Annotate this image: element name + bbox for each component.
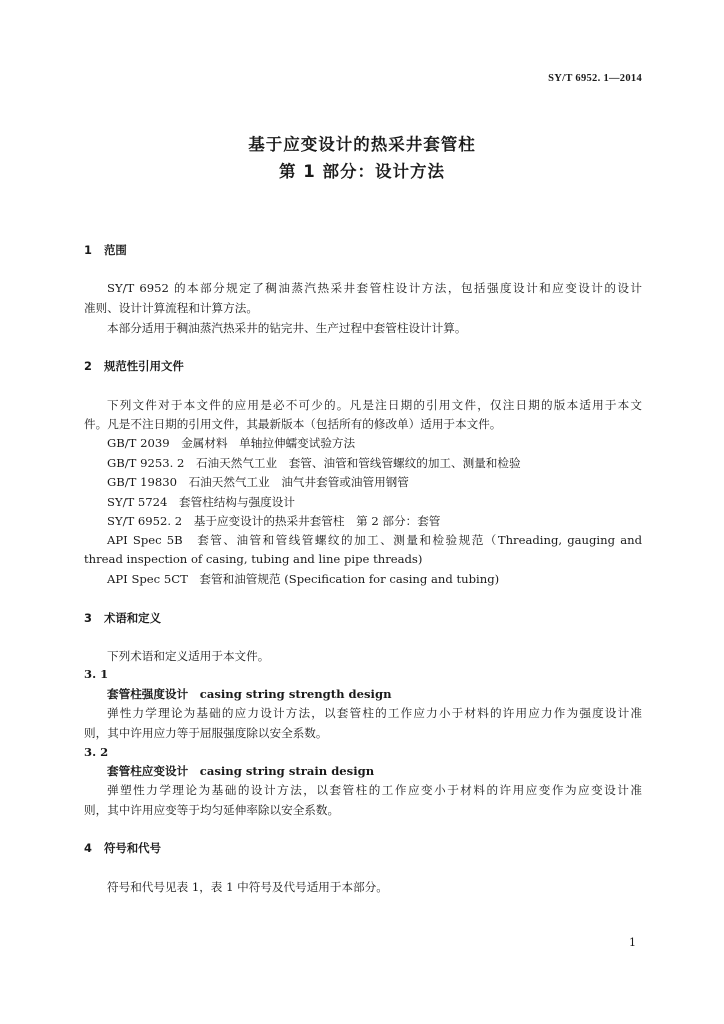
section-heading-text: 范围	[104, 243, 127, 257]
section-number: 1	[84, 243, 92, 257]
term-3-2-definition-line-1: 弹塑性力学理论为基础的设计方法，以套管柱的工作应变小于材料的许用应变作为应变设计准	[107, 783, 642, 797]
section-1-heading	[84, 242, 642, 258]
section-number: 4	[84, 841, 92, 855]
reference-syt-5724: SY/T 5724 套管柱结构与强度设计	[107, 495, 295, 509]
section-number: 3	[84, 611, 92, 625]
reference-api-5b-line-2: thread inspection of casing, tubing and line pipe threads)	[84, 552, 423, 566]
term-chinese: 套管柱强度设计	[107, 687, 189, 701]
term-3-2-definition-line-2: 则，其中许用应变等于均匀延伸率除以安全系数。	[84, 803, 340, 817]
reference-api-5ct: API Spec 5CT 套管和油管规范 (Specification for casing and tubing)	[107, 572, 500, 586]
term-english: casing string strength design	[199, 687, 392, 701]
section-3-intro: 下列术语和定义适用于本文件。	[107, 649, 270, 663]
reference-gbt-19830: GB/T 19830 石油天然气工业 油气井套管或油管用钢管	[107, 475, 409, 489]
section-heading-text: 符号和代号	[104, 841, 161, 855]
reference-api-5b-line-1: API Spec 5B 套管、油管和管线管螺纹的加工、测量和检验规范（Threading, gauging and	[107, 533, 642, 547]
section-number: 2	[84, 359, 92, 373]
term-3-1-definition-line-1: 弹性力学理论为基础的应力设计方法，以套管柱的工作应力小于材料的许用应力作为强度设计准	[107, 706, 642, 720]
term-3-1-title	[107, 686, 642, 702]
document-title-line1: 基于应变设计的热采井套管柱	[248, 135, 476, 154]
section-2-paragraph-line-2: 件。凡是不注日期的引用文件，其最新版本（包括所有的修改单）适用于本文件。	[84, 417, 502, 431]
standard-code: SY/T 6952. 1—2014	[548, 73, 642, 84]
section-4-paragraph: 符号和代号见表 1，表 1 中符号及代号适用于本部分。	[107, 880, 388, 894]
term-chinese: 套管柱应变设计	[107, 764, 189, 778]
section-heading-text: 术语和定义	[104, 611, 161, 625]
section-2-heading	[84, 358, 642, 374]
reference-syt-6952-2: SY/T 6952. 2 基于应变设计的热采井套管柱 第 2 部分：套管	[107, 514, 441, 528]
section-3-heading	[84, 610, 642, 626]
term-3-2-number: 3. 2	[84, 745, 109, 759]
page-number: 1	[629, 936, 636, 949]
section-1-paragraph-1-line-2: 准则、设计计算流程和计算方法。	[84, 301, 258, 315]
section-heading-text: 规范性引用文件	[104, 359, 184, 373]
term-3-2-title	[107, 763, 642, 779]
term-english: casing string strain design	[199, 764, 375, 778]
section-2-paragraph-line-1: 下列文件对于本文件的应用是必不可少的。凡是注日期的引用文件，仅注日期的版本适用于本文	[107, 398, 642, 412]
section-4-heading	[84, 840, 642, 856]
section-1-paragraph-2: 本部分适用于稠油蒸汽热采井的钻完井、生产过程中套管柱设计计算。	[107, 321, 467, 335]
term-3-1-number: 3. 1	[84, 667, 109, 681]
term-3-1-definition-line-2: 则，其中许用应力等于屈服强度除以安全系数。	[84, 726, 328, 740]
reference-gbt-2039: GB/T 2039 金属材料 单轴拉伸蠕变试验方法	[107, 436, 356, 450]
section-1-paragraph-1-line-1: SY/T 6952 的本部分规定了稠油蒸汽热采井套管柱设计方法，包括强度设计和应变设计的设计	[107, 281, 642, 295]
document-title-line2: 第 1 部分：设计方法	[279, 162, 445, 181]
reference-gbt-9253-2: GB/T 9253. 2 石油天然气工业 套管、油管和管线管螺纹的加工、测量和检验	[107, 456, 521, 470]
